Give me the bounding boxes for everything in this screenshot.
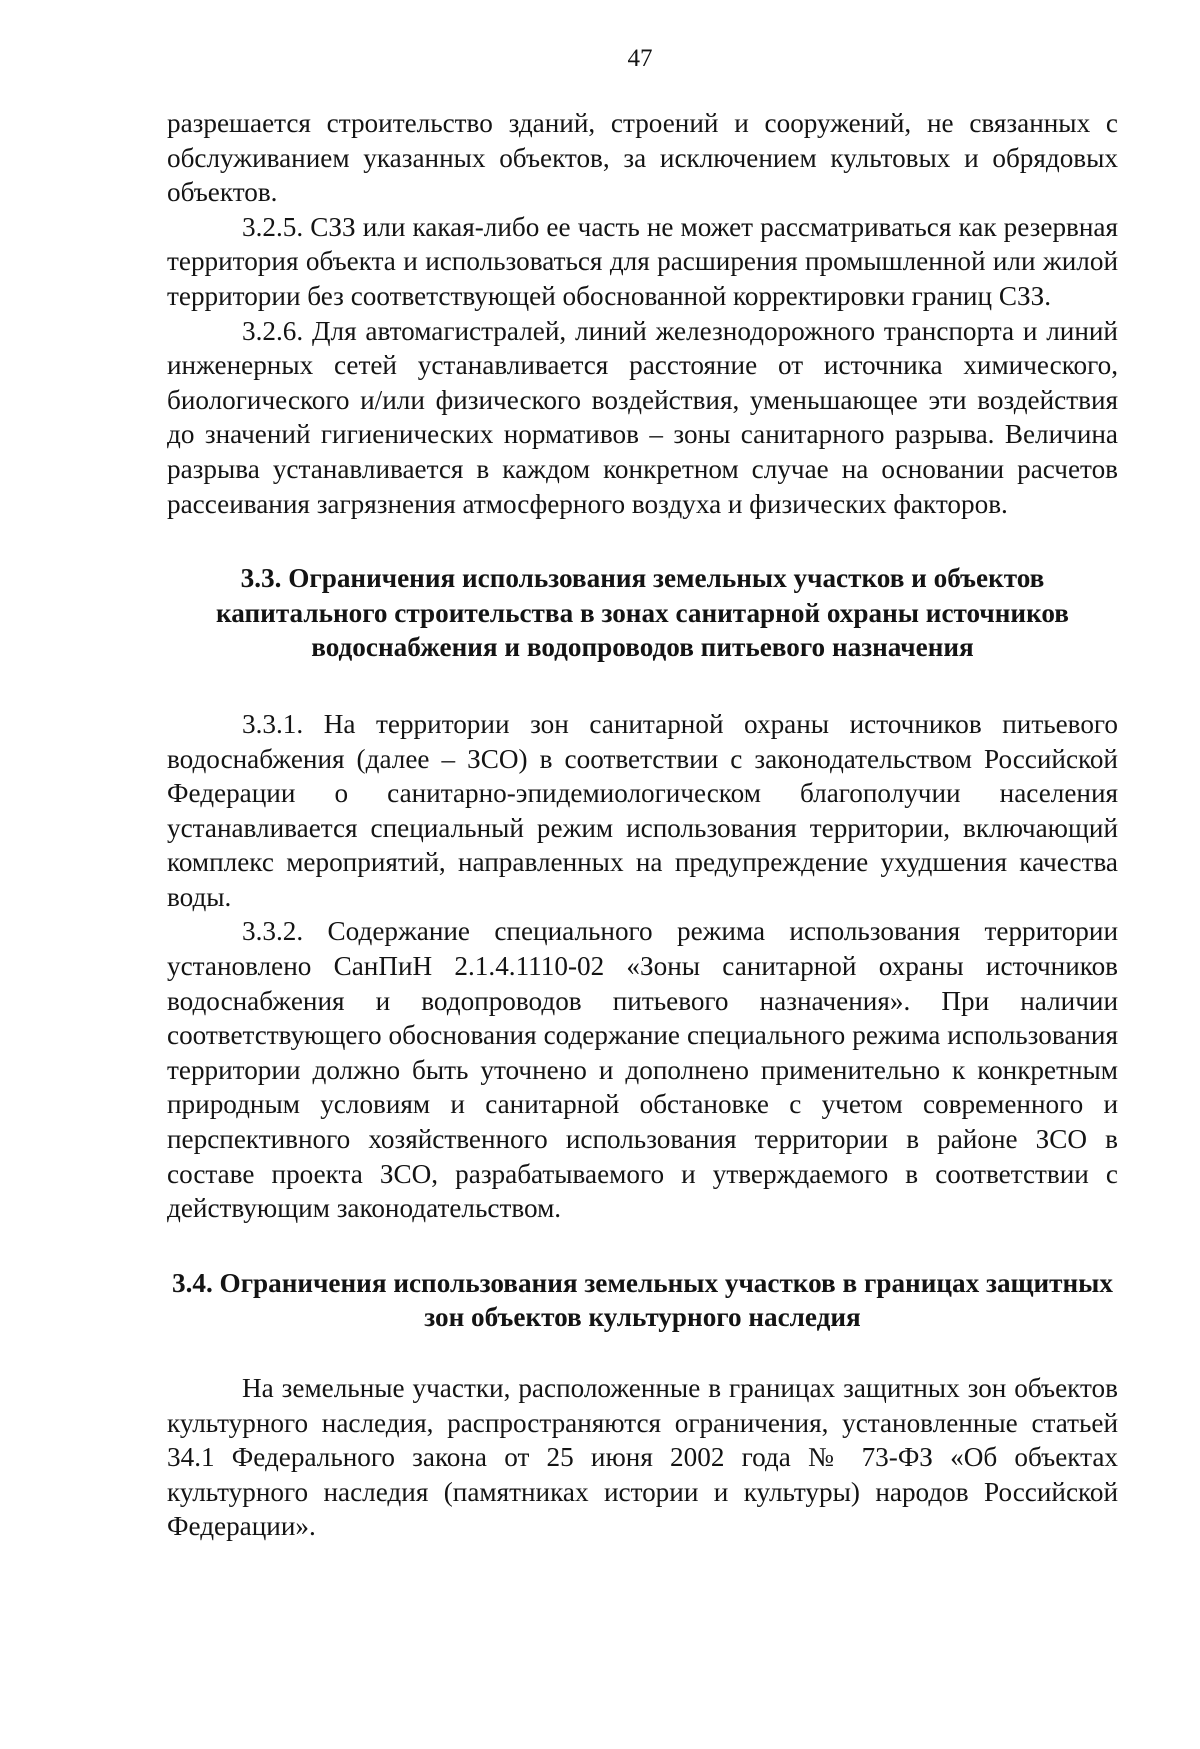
paragraph-3-4-text: На земельные участки, расположенные в границах защитных зон объектов культурного наследия, распространяются ограничения, установленные статьей 34.1 Федерального закона от 25 июня 2002 года № 73-ФЗ «Об объектах культурного наследия (памятниках истории и культуры) народов Российской Федерации». — [167, 1373, 1118, 1542]
paragraph-3-3-1: 3.3.1. На территории зон санитарной охраны источников питьевого водоснабжения (далее – ЗСО) в соответствии с законодательством Российской Федерации о санитарно-эпидемиологическом благополучии населения устанавливается специальный режим использования территории, включающий комплекс мероприятий, направленных на предупреждение ухудшения качества воды. — [167, 708, 1118, 912]
paragraph-3-2-6: 3.2.6. Для автомагистралей, линий железнодорожного транспорта и линий инженерных сетей устанавливается расстояние от источника химического, биологического и/или физического воздействия, уменьшающее эти воздействия до значений гигиенических нормативов – зоны санитарного разрыва. Величина разрыва устанавливается в каждом конкретном случае на основании расчетов рассеивания загрязнения атмосферного воздуха и физических факторов. — [167, 315, 1118, 519]
page-number: 47 — [627, 45, 653, 72]
section-heading-3-4: 3.4. Ограничения использования земельных участков в границах защитных зон объектов культурного наследия — [171, 1267, 1114, 1333]
paragraph-continuation: разрешается строительство зданий, строений и сооружений, не связанных с обслуживанием указанных объектов, за исключением культовых и обрядовых объектов. — [167, 108, 1118, 208]
paragraph-3-2-5: 3.2.5. СЗЗ или какая-либо ее часть не может рассматриваться как резервная территория объекта и использоваться для расширения промышленной или жилой территории без соответствующей обоснованной корректировки границ СЗЗ. — [167, 211, 1118, 311]
page-content — [167, 106, 1118, 1544]
section-heading-3-3: 3.3. Ограничения использования земельных участков и объектов капитального строительства в зонах санитарной охраны источников водоснабжения и водопроводов питьевого назначения — [216, 563, 1069, 663]
paragraph-3-3-2: 3.3.2. Содержание специального режима использования территории установлено СанПиН 2.1.4.1110-02 «Зоны санитарной охраны источников водоснабжения и водопроводов питьевого назначения». При наличии соответствующего обоснования содержание специального режима использования территории должно быть уточнено и дополнено применительно к конкретным природным условиям и санитарной обстановке с учетом современного и перспективного хозяйственного использования территории в районе ЗСО в составе проекта ЗСО, разрабатываемого и утверждаемого в соответствии с действующим законодательством. — [167, 916, 1118, 1224]
